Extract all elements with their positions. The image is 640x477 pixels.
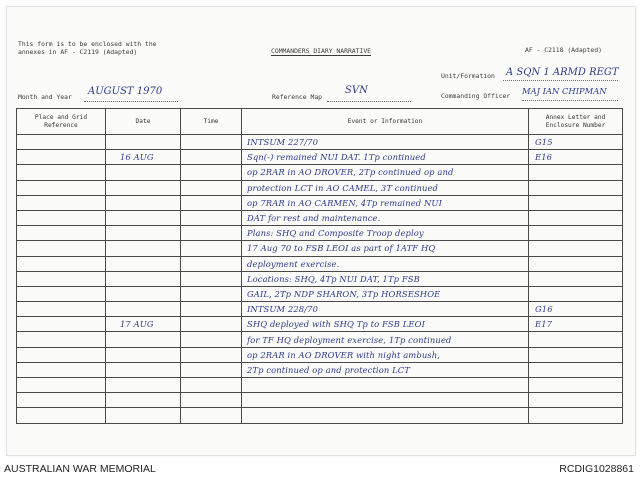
table-row <box>17 347 623 362</box>
time-cell <box>181 302 242 317</box>
month-field-line <box>84 101 178 102</box>
place-cell <box>17 302 106 317</box>
reference-map-label: Reference Map <box>272 93 323 101</box>
place-cell <box>17 378 106 393</box>
table-row <box>17 150 623 165</box>
table-row <box>17 286 623 301</box>
table-row <box>17 241 623 256</box>
annex-cell <box>529 150 623 165</box>
table-row <box>17 256 623 271</box>
event-cell <box>242 165 529 180</box>
place-cell <box>17 286 106 301</box>
event-text: INTSUM 228/70 <box>247 304 319 315</box>
table-row <box>17 210 623 225</box>
event-cell <box>242 195 529 210</box>
annex-cell <box>529 332 623 347</box>
enclosure-note-line1: This form is to be enclosed with the <box>18 40 157 48</box>
date-cell <box>106 210 181 225</box>
event-cell <box>242 286 529 301</box>
annex-cell <box>529 195 623 210</box>
event-text: SHQ deployed with SHQ Tp to FSB LEOI <box>247 319 426 330</box>
event-text: op 2RAR in AO DROVER, 2Tp continued op and <box>247 167 454 178</box>
form-number: AF - C2118 (Adapted) <box>525 46 602 54</box>
event-cell <box>242 408 529 423</box>
event-cell <box>242 332 529 347</box>
event-cell <box>242 180 529 195</box>
event-text: GAIL, 2Tp NDP SHARON, 3Tp HORSESHOE <box>247 288 441 299</box>
annex-cell <box>529 226 623 241</box>
event-cell <box>242 271 529 286</box>
diary-table <box>16 108 623 424</box>
event-cell <box>242 135 529 150</box>
place-cell <box>17 408 106 423</box>
commanding-officer-value: MAJ IAN CHIPMAN <box>522 86 607 96</box>
event-text: INTSUM 227/70 <box>247 137 319 148</box>
place-cell <box>17 150 106 165</box>
date-cell <box>106 347 181 362</box>
annex-cell <box>529 165 623 180</box>
time-cell <box>181 210 242 225</box>
table-header-row <box>17 109 623 135</box>
event-text: 2Tp continued op and protection LCT <box>247 364 410 375</box>
date-cell <box>106 408 181 423</box>
date-cell <box>106 317 181 332</box>
officer-field-line <box>522 100 618 101</box>
unit-field-line <box>503 80 618 81</box>
date-cell <box>106 362 181 377</box>
annex-cell <box>529 286 623 301</box>
date-text: 17 AUG <box>120 319 154 330</box>
time-cell <box>181 195 242 210</box>
unit-value: A SQN 1 ARMD REGT <box>506 67 619 78</box>
annex-cell <box>529 378 623 393</box>
event-cell <box>242 393 529 408</box>
map-field-line <box>327 101 411 102</box>
event-text: protection LCT in AO CAMEL, 3T continued <box>247 182 438 193</box>
header-annex: Annex Letter and Enclosure Number <box>529 109 623 135</box>
annex-cell <box>529 256 623 271</box>
date-cell <box>106 256 181 271</box>
place-cell <box>17 317 106 332</box>
event-cell <box>242 226 529 241</box>
form-title: COMMANDERS DIARY NARRATIVE <box>271 47 372 55</box>
time-cell <box>181 150 242 165</box>
annex-cell <box>529 362 623 377</box>
time-cell <box>181 180 242 195</box>
footer-archive-name: AUSTRALIAN WAR MEMORIAL <box>4 463 156 475</box>
annex-text: G15 <box>535 137 553 148</box>
date-cell <box>106 302 181 317</box>
table-row <box>17 362 623 377</box>
place-cell <box>17 180 106 195</box>
event-cell <box>242 362 529 377</box>
place-cell <box>17 256 106 271</box>
annex-cell <box>529 180 623 195</box>
event-text: op 2RAR in AO DROVER with night ambush, <box>247 349 440 360</box>
date-cell <box>106 393 181 408</box>
annex-text: G16 <box>535 304 553 315</box>
time-cell <box>181 393 242 408</box>
header-event: Event or Information <box>242 109 529 135</box>
annex-cell <box>529 210 623 225</box>
date-cell <box>106 195 181 210</box>
time-cell <box>181 362 242 377</box>
time-cell <box>181 135 242 150</box>
table-row <box>17 408 623 423</box>
table-row <box>17 226 623 241</box>
time-cell <box>181 408 242 423</box>
annex-cell <box>529 302 623 317</box>
place-cell <box>17 362 106 377</box>
date-cell <box>106 226 181 241</box>
time-cell <box>181 241 242 256</box>
unit-label: Unit/Formation <box>441 72 495 80</box>
table-row <box>17 195 623 210</box>
event-cell <box>242 256 529 271</box>
annex-cell <box>529 408 623 423</box>
place-cell <box>17 393 106 408</box>
month-year-label: Month and Year <box>18 93 72 101</box>
annex-text: E17 <box>535 319 553 330</box>
date-cell <box>106 135 181 150</box>
header-date: Date <box>106 109 181 135</box>
time-cell <box>181 286 242 301</box>
date-cell <box>106 332 181 347</box>
event-cell <box>242 378 529 393</box>
reference-map-value: SVN <box>345 85 368 96</box>
event-cell <box>242 210 529 225</box>
place-cell <box>17 210 106 225</box>
date-cell <box>106 150 181 165</box>
place-cell <box>17 347 106 362</box>
table-row <box>17 180 623 195</box>
place-cell <box>17 165 106 180</box>
table-row <box>17 165 623 180</box>
date-cell <box>106 180 181 195</box>
event-cell <box>242 150 529 165</box>
time-cell <box>181 317 242 332</box>
table-row <box>17 317 623 332</box>
annex-cell <box>529 393 623 408</box>
date-cell <box>106 165 181 180</box>
time-cell <box>181 165 242 180</box>
place-cell <box>17 135 106 150</box>
annex-cell <box>529 317 623 332</box>
place-cell <box>17 271 106 286</box>
header-place-grid: Place and Grid Reference <box>17 109 106 135</box>
annex-cell <box>529 135 623 150</box>
commanding-officer-label: Commanding Officer <box>441 92 511 100</box>
table-row <box>17 378 623 393</box>
event-cell <box>242 241 529 256</box>
annex-text: E16 <box>535 152 553 163</box>
enclosure-note-line2: annexes in AF - C2119 (Adapted) <box>18 48 138 56</box>
event-text: Locations: SHQ, 4Tp NUI DAT, 1Tp FSB <box>247 273 420 284</box>
month-year-value: AUGUST 1970 <box>88 86 163 97</box>
annex-cell <box>529 271 623 286</box>
time-cell <box>181 226 242 241</box>
table-row <box>17 393 623 408</box>
event-text: 17 Aug 70 to FSB LEOI as part of 1ATF HQ <box>247 243 436 254</box>
event-text: deployment exercise. <box>247 258 340 269</box>
date-cell <box>106 271 181 286</box>
event-cell <box>242 347 529 362</box>
place-cell <box>17 332 106 347</box>
time-cell <box>181 332 242 347</box>
table-row <box>17 332 623 347</box>
place-cell <box>17 195 106 210</box>
time-cell <box>181 378 242 393</box>
table-row <box>17 271 623 286</box>
place-cell <box>17 241 106 256</box>
table-row <box>17 302 623 317</box>
place-cell <box>17 226 106 241</box>
date-cell <box>106 286 181 301</box>
event-text: Plans: SHQ and Composite Troop deploy <box>247 228 424 239</box>
event-text: op 7RAR in AO CARMEN, 4Tp remained NUI <box>247 197 442 208</box>
annex-cell <box>529 347 623 362</box>
event-cell <box>242 302 529 317</box>
event-text: Sqn(-) remained NUI DAT. 1Tp continued <box>247 152 426 163</box>
date-text: 16 AUG <box>120 152 154 163</box>
footer-record-id: RCDIG1028861 <box>559 463 634 475</box>
event-cell <box>242 317 529 332</box>
time-cell <box>181 256 242 271</box>
time-cell <box>181 347 242 362</box>
annex-cell <box>529 241 623 256</box>
time-cell <box>181 271 242 286</box>
date-cell <box>106 241 181 256</box>
event-text: DAT for rest and maintenance. <box>247 213 381 224</box>
table-row <box>17 135 623 150</box>
header-time: Time <box>181 109 242 135</box>
date-cell <box>106 378 181 393</box>
event-text: for TF HQ deployment exercise, 1Tp continued <box>247 334 452 345</box>
